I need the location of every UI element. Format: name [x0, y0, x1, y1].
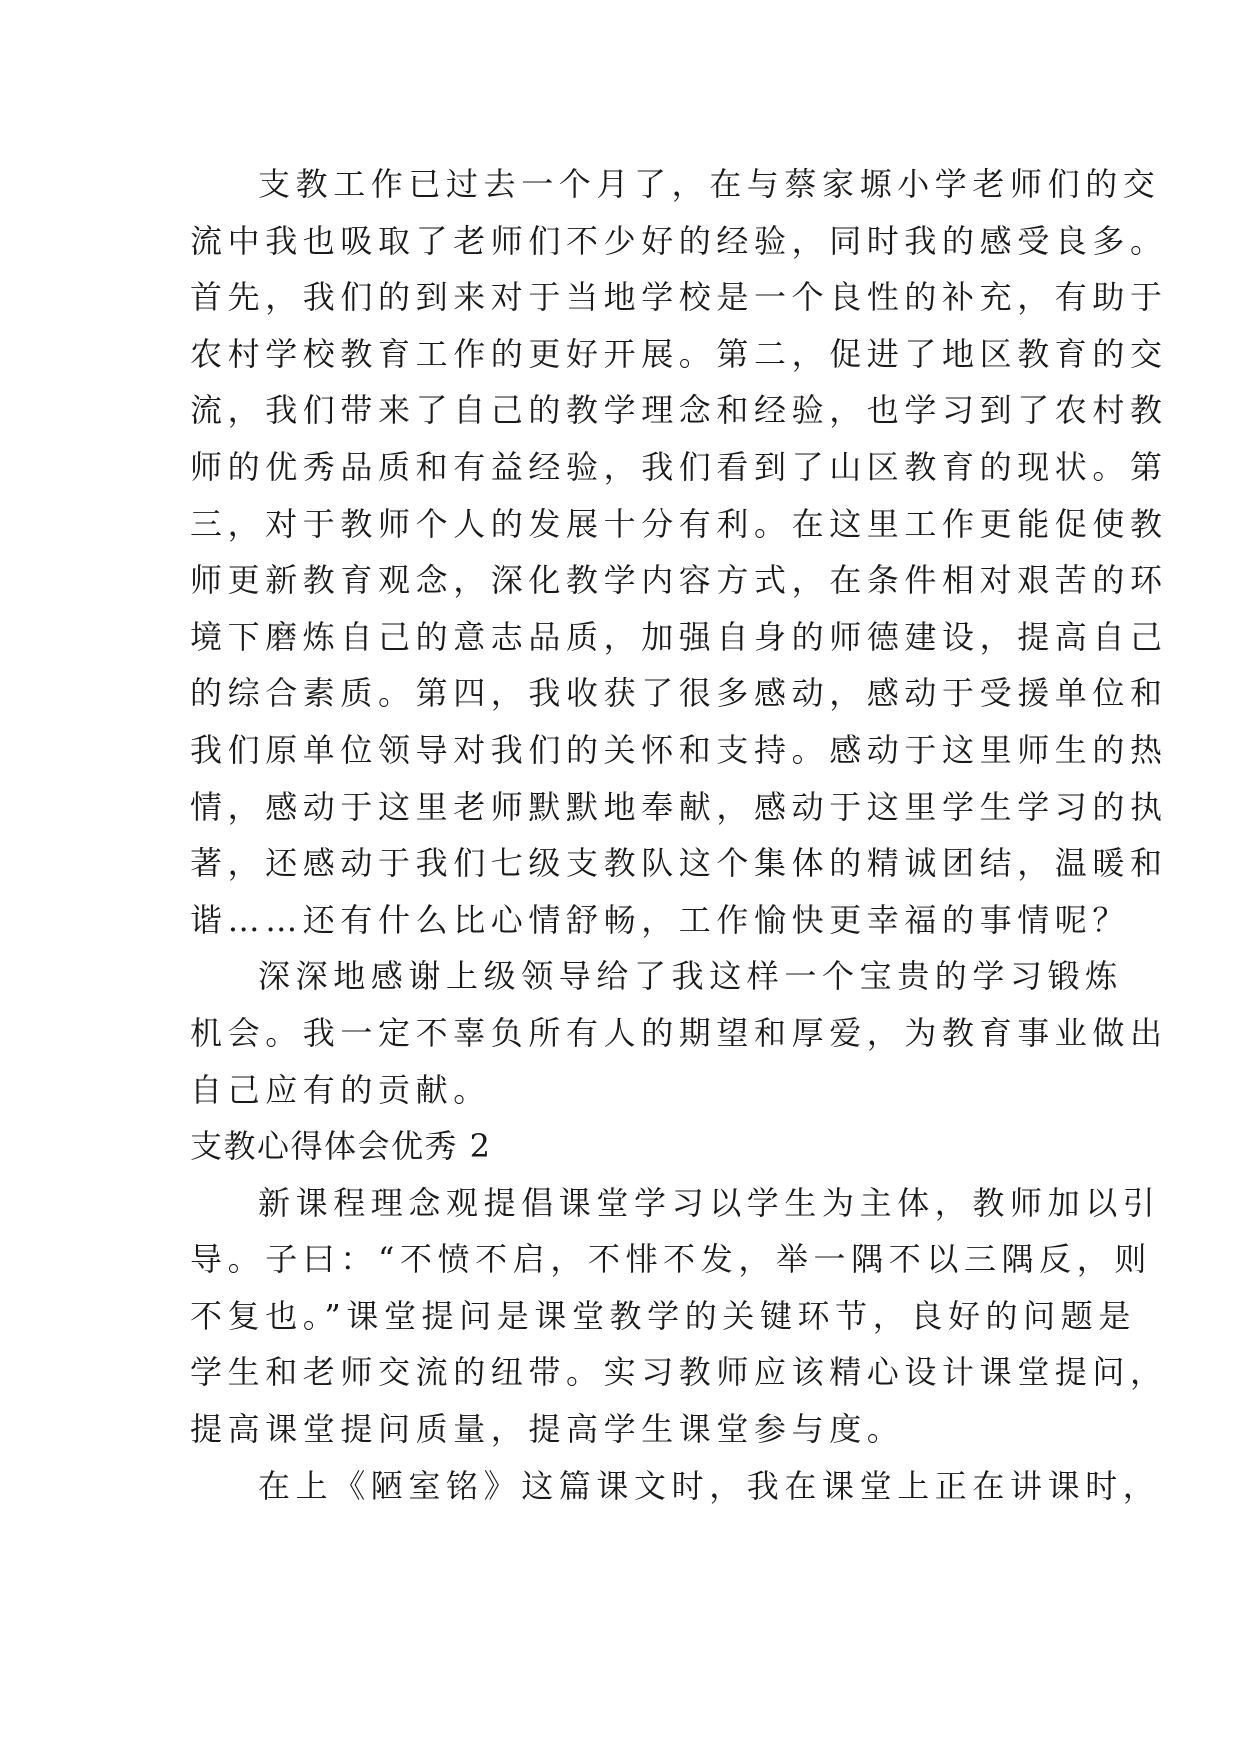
- document-body: [190, 156, 1168, 1514]
- paragraph: [190, 1458, 1161, 1515]
- text-line: 导。子曰：“不愤不启，不悱不发，举一隅不以三隅反，则: [190, 1240, 1152, 1279]
- paragraph: [190, 948, 1168, 1118]
- text-line: 我们原单位领导对我们的关怀和支持。感动于这里师生的热: [190, 730, 1168, 769]
- text-line: 新课程理念观提倡课堂学习以学生为主体，教师加以引: [258, 1183, 1161, 1222]
- text-line: 机会。我一定不辜负所有人的期望和厚爱，为教育事业做出: [190, 1013, 1168, 1052]
- text-line: 的综合素质。第四，我收获了很多感动，感动于受援单位和: [190, 674, 1168, 713]
- paragraph: [190, 156, 1168, 948]
- text-line: 在上《陋室铭》这篇课文时，我在课堂上正在讲课时，: [258, 1466, 1161, 1505]
- paragraph: [190, 1175, 1168, 1458]
- text-line: 首先，我们的到来对于当地学校是一个良性的补充，有助于: [190, 278, 1168, 317]
- text-line: 不复也。”课堂提问是课堂教学的关键环节，良好的问题是: [190, 1296, 1136, 1335]
- text-line: 支教工作已过去一个月了，在与蔡家塬小学老师们的交: [258, 165, 1161, 203]
- text-line: 谐……还有什么比心情舒畅，工作愉快更幸福的事情呢？: [190, 900, 1131, 939]
- text-line: 情，感动于这里老师默默地奉献，感动于这里学生学习的执: [190, 787, 1168, 826]
- text-line: 自己应有的贡献。: [190, 1070, 491, 1109]
- text-line: 境下磨炼自己的意志品质，加强自身的师德建设，提高自己: [190, 617, 1168, 656]
- text-line: 三，对于教师个人的发展十分有利。在这里工作更能促使教: [190, 504, 1168, 543]
- text-line: 流，我们带来了自己的教学理念和经验，也学习到了农村教: [190, 391, 1168, 430]
- text-line: 师更新教育观念，深化教学内容方式，在条件相对艰苦的环: [190, 561, 1168, 600]
- text-line: 农村学校教育工作的更好开展。第二，促进了地区教育的交: [190, 334, 1168, 373]
- text-line: 学生和老师交流的纽带。实习教师应该精心设计课堂提问，: [190, 1353, 1168, 1392]
- text-line: 著，还感动于我们七级支教队这个集体的精诚团结，温暖和: [190, 844, 1168, 883]
- text-line: 流中我也吸取了老师们不少好的经验，同时我的感受良多。: [190, 221, 1168, 260]
- text-line: 提高课堂提问质量，提高学生课堂参与度。: [190, 1410, 905, 1449]
- text-line: 师的优秀品质和有益经验，我们看到了山区教育的现状。第: [190, 447, 1168, 486]
- section-heading: 支教心得体会优秀 2: [190, 1127, 492, 1166]
- text-line: 深深地感谢上级领导给了我这样一个宝贵的学习锻炼: [258, 957, 1123, 996]
